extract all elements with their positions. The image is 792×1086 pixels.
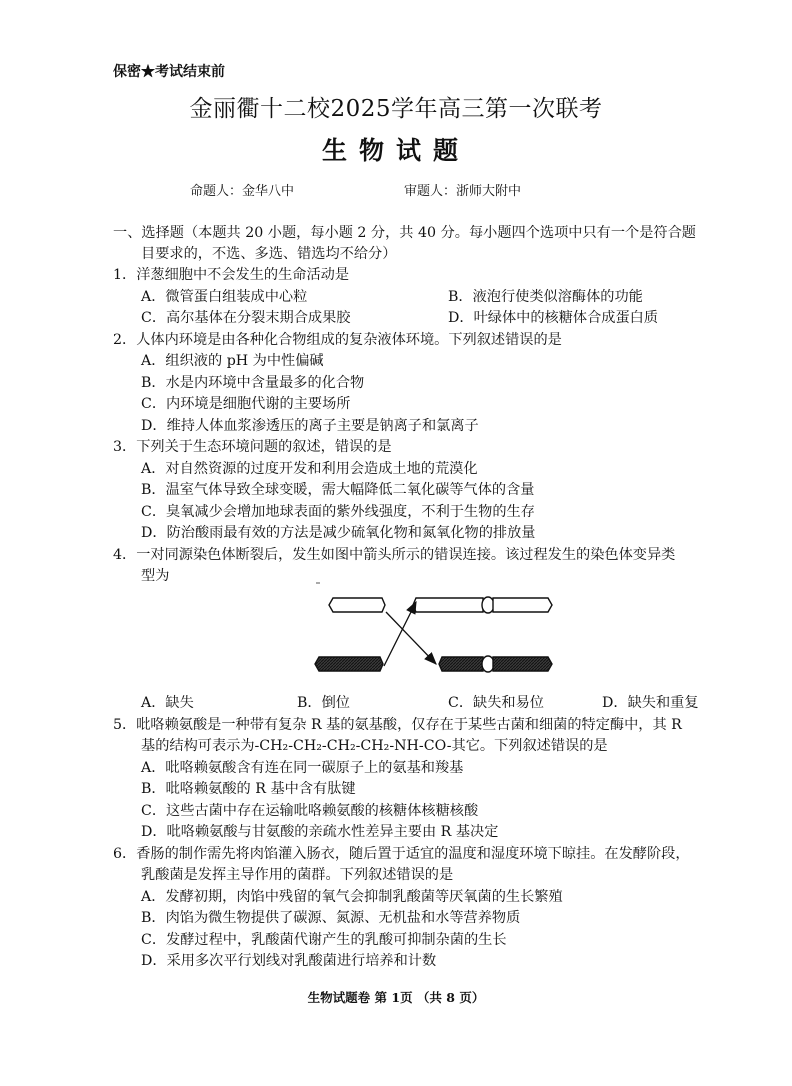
chromosome-diagram <box>300 578 570 688</box>
q1-option-c: C．高尔基体在分裂末期合成果胶 <box>141 310 351 326</box>
bottom-left-fragment <box>315 657 383 671</box>
q1-option-d: D．叶绿体中的核糖体合成蛋白质 <box>448 310 659 326</box>
q3-option-c: C．臭氧减少会增加地球表面的紫外线强度，不利于生物的生存 <box>141 504 535 520</box>
top-left-fragment <box>329 598 385 612</box>
q6-stem-line2: 乳酸菌是发挥主导作用的菌群。下列叙述错误的是 <box>141 867 454 883</box>
q6-option-b: B．肉馅为微生物提供了碳源、氮源、无机盐和水等营养物质 <box>141 910 521 926</box>
arrow-down <box>386 612 436 664</box>
q4-option-b: B．倒位 <box>297 695 350 711</box>
q2-option-d: D．维持人体血浆渗透压的离子主要是钠离子和氯离子 <box>141 418 479 434</box>
q6-option-c: C．发酵过程中，乳酸菌代谢产生的乳酸可抑制杂菌的生长 <box>141 932 507 948</box>
section-title-line1: 一、选择题（本题共 20 小题，每小题 2 分，共 40 分。每小题四个选项中只有一个是符合题 <box>113 225 696 241</box>
q5-stem-line1: 5．吡咯赖氨酸是一种带有复杂 R 基的氨基酸，仅存在于某些古菌和细菌的特定酶中，其 R <box>113 717 682 733</box>
q6-option-a: A．发酵初期，肉馅中残留的氧气会抑制乳酸菌等厌氧菌的生长繁殖 <box>141 889 563 905</box>
q6-option-d: D．采用多次平行划线对乳酸菌进行培养和计数 <box>141 953 437 969</box>
arrow-up <box>384 602 416 666</box>
confidential-label: 保密★考试结束前 <box>113 64 225 80</box>
q4-option-a: A．缺失 <box>141 695 194 711</box>
authors-line <box>190 180 521 199</box>
q5-stem-line2: 基的结构可表示为-CH₂-CH₂-CH₂-CH₂-NH-CO-其它。下列叙述错误的是 <box>141 738 608 754</box>
q2-option-c: C．内环境是细胞代谢的主要场所 <box>141 396 351 412</box>
top-right-chromosome <box>413 598 483 612</box>
q4-stem-line2: 型为 <box>141 568 170 584</box>
q1-stem: 1．洋葱细胞中不会发生的生命活动是 <box>113 267 350 283</box>
q5-option-a: A．吡咯赖氨酸含有连在同一碳原子上的氨基和羧基 <box>141 760 464 776</box>
q6-stem-line1: 6．香肠的制作需先将肉馅灌入肠衣，随后置于适宜的温度和湿度环境下晾挂。在发酵阶段， <box>113 846 690 862</box>
section-title-line2: 目要求的，不选、多选、错选均不给分） <box>141 246 397 262</box>
exam-title: 金丽衢十二校2025学年高三第一次联考 <box>189 96 603 122</box>
q4-option-d: D．缺失和重复 <box>602 695 699 711</box>
q2-stem: 2．人体内环境是由各种化合物组成的复杂液体环境。下列叙述错误的是 <box>113 332 562 348</box>
top-centromere <box>482 597 494 613</box>
subject-title: 生物试题 <box>321 136 470 165</box>
q2-option-a: A．组织液的 pH 为中性偏碱 <box>141 353 324 369</box>
q5-option-b: B．吡咯赖氨酸的 R 基中含有肽键 <box>141 781 356 797</box>
reviewer-label: 审题人：浙师大附中 <box>404 184 522 199</box>
bottom-centromere <box>482 656 494 672</box>
q3-option-b: B．温室气体导致全球变暖，需大幅降低二氧化碳等气体的含量 <box>141 482 535 498</box>
q3-option-a: A．对自然资源的过度开发和利用会造成土地的荒漠化 <box>141 461 478 477</box>
q5-option-c: C．这些古菌中存在运输吡咯赖氨酸的核糖体核糖核酸 <box>141 803 479 819</box>
q2-option-b: B．水是内环境中含量最多的化合物 <box>141 375 365 391</box>
q3-option-d: D．防治酸雨最有效的方法是减少硫氧化物和氮氧化物的排放量 <box>141 525 536 541</box>
q3-stem: 3．下列关于生态环境问题的叙述，错误的是 <box>113 439 392 455</box>
q4-option-c: C．缺失和易位 <box>448 695 544 711</box>
page-footer: 生物试题卷 第 1页 （共 8 页） <box>307 990 485 1005</box>
bottom-right-chromosome <box>439 657 483 671</box>
q1-option-b: B．液泡行使类似溶酶体的功能 <box>448 289 643 305</box>
setter-label: 命题人：金华八中 <box>190 184 295 199</box>
q4-stem-line1: 4．一对同源染色体断裂后，发生如图中箭头所示的错误连接。该过程发生的染色体变异类 <box>113 547 676 563</box>
q1-option-a: A．微管蛋白组装成中心粒 <box>141 289 308 305</box>
q5-option-d: D．吡咯赖氨酸与甘氨酸的亲疏水性差异主要由 R 基决定 <box>141 824 499 840</box>
